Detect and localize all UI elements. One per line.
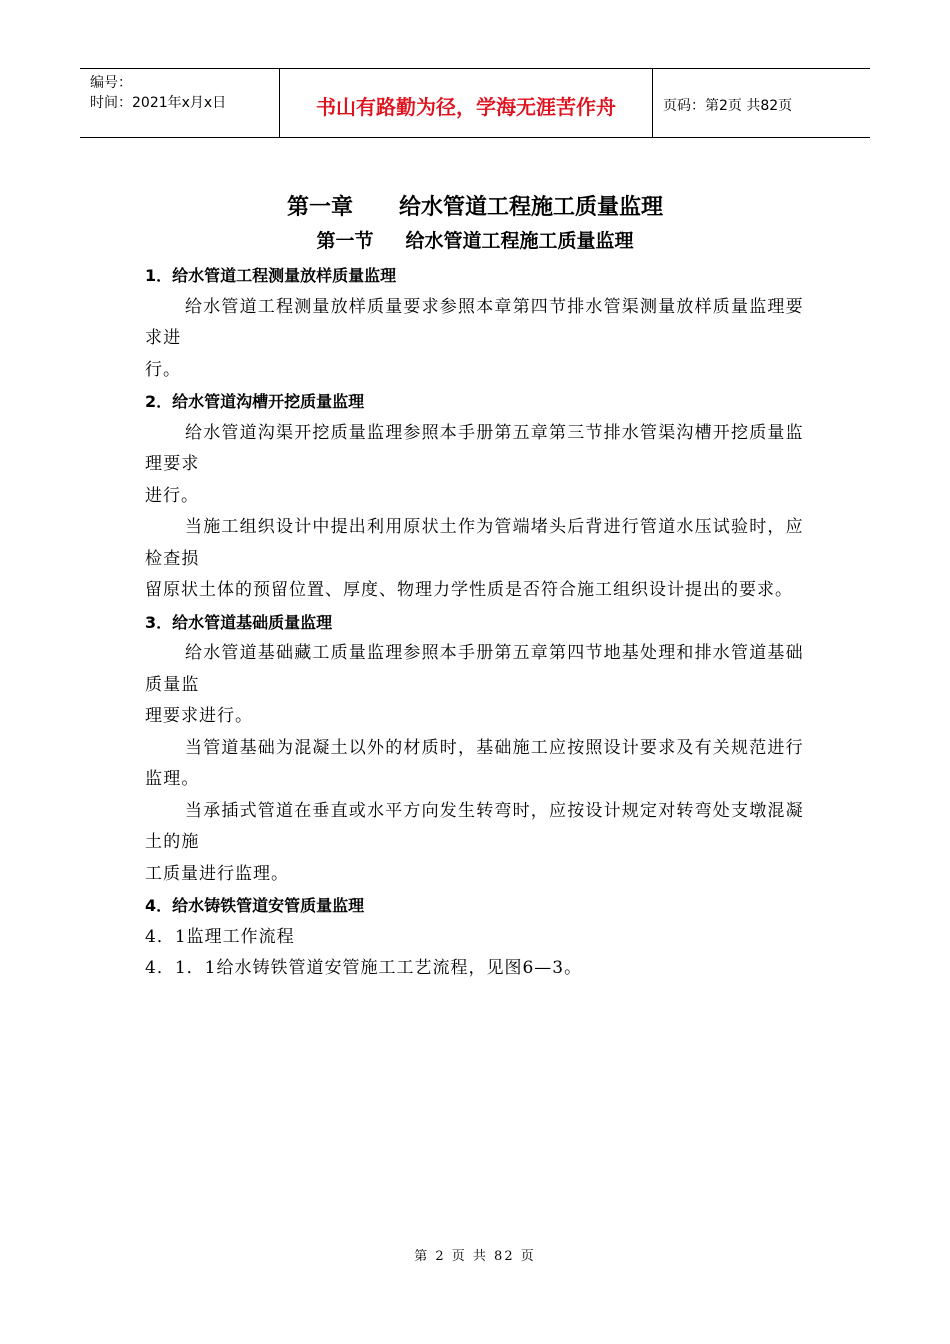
section-name: 给水管道工程施工质量监理 xyxy=(405,230,634,252)
body-paragraph: 理要求进行。 xyxy=(145,706,253,726)
body-paragraph: 给水管道基础藏工质量监理参照本手册第五章第四节地基处理和排水管道基础质量监 xyxy=(145,643,804,695)
page-info: 页码：第2页 共82页 xyxy=(663,98,793,114)
body-paragraph: 4．1监理工作流程 xyxy=(145,926,295,947)
section-title xyxy=(0,226,950,253)
body-paragraph: 当施工组织设计中提出利用原状土作为管端堵头后背进行管道水压试验时，应检查损 xyxy=(145,517,804,569)
section-number: 第一节 xyxy=(316,230,374,252)
body-paragraph: 当管道基础为混凝土以外的材质时，基础施工应按照设计要求及有关规范进行监理。 xyxy=(145,737,804,789)
header-meta xyxy=(80,69,280,137)
time-label: 时间：2021年x月x日 xyxy=(90,95,227,111)
page-footer: 第 2 页 共 82 页 xyxy=(414,1249,536,1264)
body-heading: 4．给水铸铁管道安管质量监理 xyxy=(145,896,365,915)
chapter-number: 第一章 xyxy=(286,195,353,220)
body-paragraph: 4．1．1给水铸铁管道安管施工工艺流程，见图6—3。 xyxy=(145,958,583,978)
number-label: 编号： xyxy=(90,75,132,91)
body-paragraph: 给水管道工程测量放样质量要求参照本章第四节排水管渠测量放样质量监理要求进 xyxy=(145,296,804,348)
body-heading: 1．给水管道工程测量放样质量监理 xyxy=(145,266,397,285)
chapter-name: 给水管道工程施工质量监理 xyxy=(399,195,664,220)
body-heading: 3．给水管道基础质量监理 xyxy=(145,612,333,632)
body-paragraph: 留原状土体的预留位置、厚度、物理力学性质是否符合施工组织设计提出的要求。 xyxy=(145,580,793,600)
body-paragraph: 当承插式管道在垂直或水平方向发生转弯时，应按设计规定对转弯处支墩混凝土的施 xyxy=(145,800,804,852)
body-heading: 2．给水管道沟槽开挖质量监理 xyxy=(145,392,365,411)
body-paragraph: 给水管道沟渠开挖质量监理参照本手册第五章第三节排水管渠沟槽开挖质量监理要求 xyxy=(145,422,804,474)
chapter-title xyxy=(0,190,950,221)
document-body xyxy=(145,260,810,985)
body-paragraph: 行。 xyxy=(145,359,181,380)
body-paragraph: 工质量进行监理。 xyxy=(145,863,289,884)
body-paragraph: 进行。 xyxy=(145,485,199,506)
motto: 书山有路勤为径，学海无涯苦作舟 xyxy=(280,69,653,137)
page-header xyxy=(80,68,870,138)
